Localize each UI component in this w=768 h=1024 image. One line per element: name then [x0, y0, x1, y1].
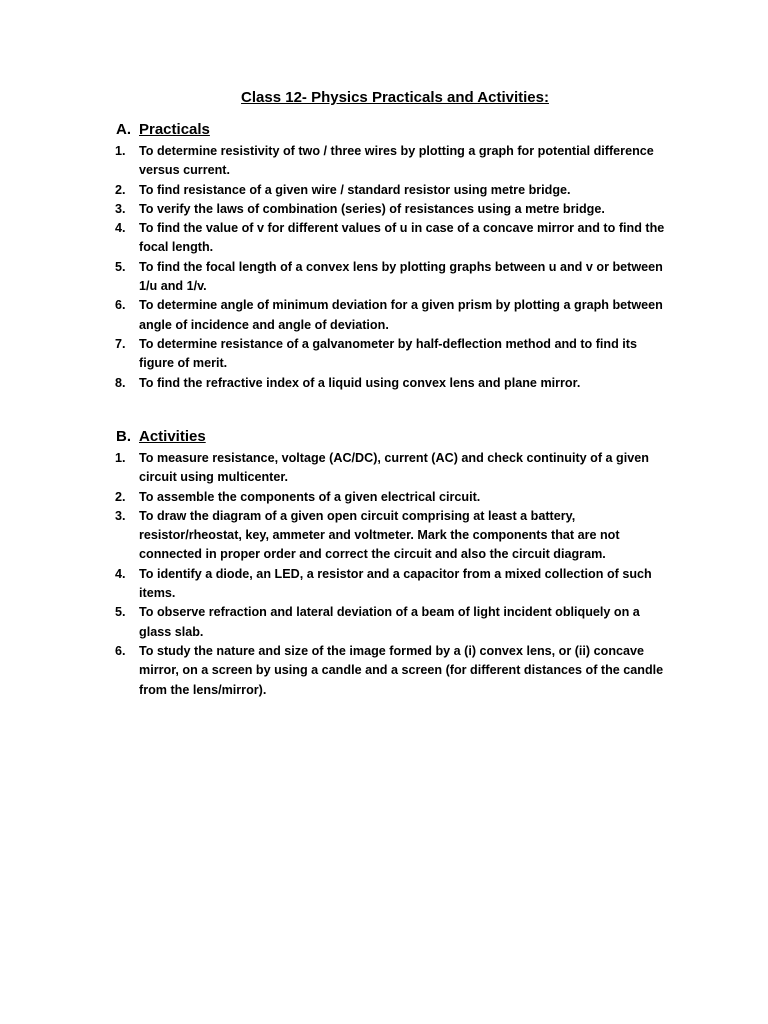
item-text: To find the focal length of a convex lens by plotting graphs between u and v or between 1/u and 1/v. [139, 259, 663, 294]
list-item [114, 507, 674, 565]
item-number: 5. [115, 605, 126, 620]
section-name: Activities [139, 428, 206, 445]
item-text: To determine angle of minimum deviation for a given prism by plotting a graph between angle of incidence and angle of deviation. [139, 298, 663, 332]
item-text: To draw the diagram of a given open circuit comprising at least a battery, resistor/rheostat, key, ammeter and voltmeter. Mark the components that are not connected in proper order and correct the circuit and also the circuit diagram. [139, 508, 620, 562]
list-item [114, 449, 674, 488]
item-number: 3. [115, 201, 126, 216]
item-number: 4. [115, 566, 126, 581]
item-text: To determine resistance of a galvanometer by half-deflection method and to find its figure of merit. [139, 336, 637, 371]
item-number: 2. [115, 489, 126, 504]
item-text: To measure resistance, voltage (AC/DC), current (AC) and check continuity of a given circuit using multicenter. [139, 451, 649, 485]
item-text: To verify the laws of combination (series) of resistances using a metre bridge. [139, 201, 605, 216]
item-number: 7. [115, 336, 126, 351]
item-number: 6. [115, 643, 126, 658]
list-item [114, 296, 674, 335]
activities-list [114, 449, 674, 700]
item-text: To identify a diode, an LED, a resistor and a capacitor from a mixed collection of such items. [139, 566, 652, 601]
list-item [114, 335, 674, 374]
item-text: To find the value of v for different values of u in case of a concave mirror and to find the focal length. [139, 221, 665, 255]
list-item [114, 219, 674, 258]
item-number: 2. [115, 182, 126, 197]
section-letter: A. [116, 121, 131, 138]
item-number: 1. [115, 451, 126, 465]
page-title: Class 12- Physics Practicals and Activities: [241, 89, 549, 106]
item-text: To find the refractive index of a liquid using convex lens and plane mirror. [139, 375, 581, 390]
list-item [114, 565, 674, 604]
item-number: 8. [115, 375, 126, 390]
section-letter: B. [116, 428, 131, 445]
list-item [114, 142, 674, 181]
item-number: 6. [115, 298, 126, 313]
item-number: 3. [115, 508, 126, 523]
section-heading-activities [116, 428, 206, 446]
item-number: 4. [115, 221, 126, 236]
list-item [114, 181, 674, 200]
practicals-list [114, 142, 674, 393]
list-item [114, 488, 674, 507]
item-number: 1. [115, 144, 126, 158]
list-item [114, 258, 674, 297]
list-item [114, 200, 674, 219]
item-text: To assemble the components of a given electrical circuit. [139, 489, 481, 504]
item-text: To observe refraction and lateral deviation of a beam of light incident obliquely on a glass slab. [139, 605, 640, 639]
section-name: Practicals [139, 121, 210, 138]
item-text: To study the nature and size of the image formed by a (i) convex lens, or (ii) concave mirror, on a screen by using a candle and a screen (for different distances of the candle from the lens/mirror). [139, 643, 664, 697]
list-item [114, 374, 674, 393]
section-heading-practicals [116, 121, 210, 139]
list-item [114, 642, 674, 700]
list-item [114, 603, 674, 642]
item-text: To determine resistivity of two / three wires by plotting a graph for potential difference versus current. [139, 144, 654, 178]
item-number: 5. [115, 259, 126, 274]
item-text: To find resistance of a given wire / standard resistor using metre bridge. [139, 182, 571, 197]
